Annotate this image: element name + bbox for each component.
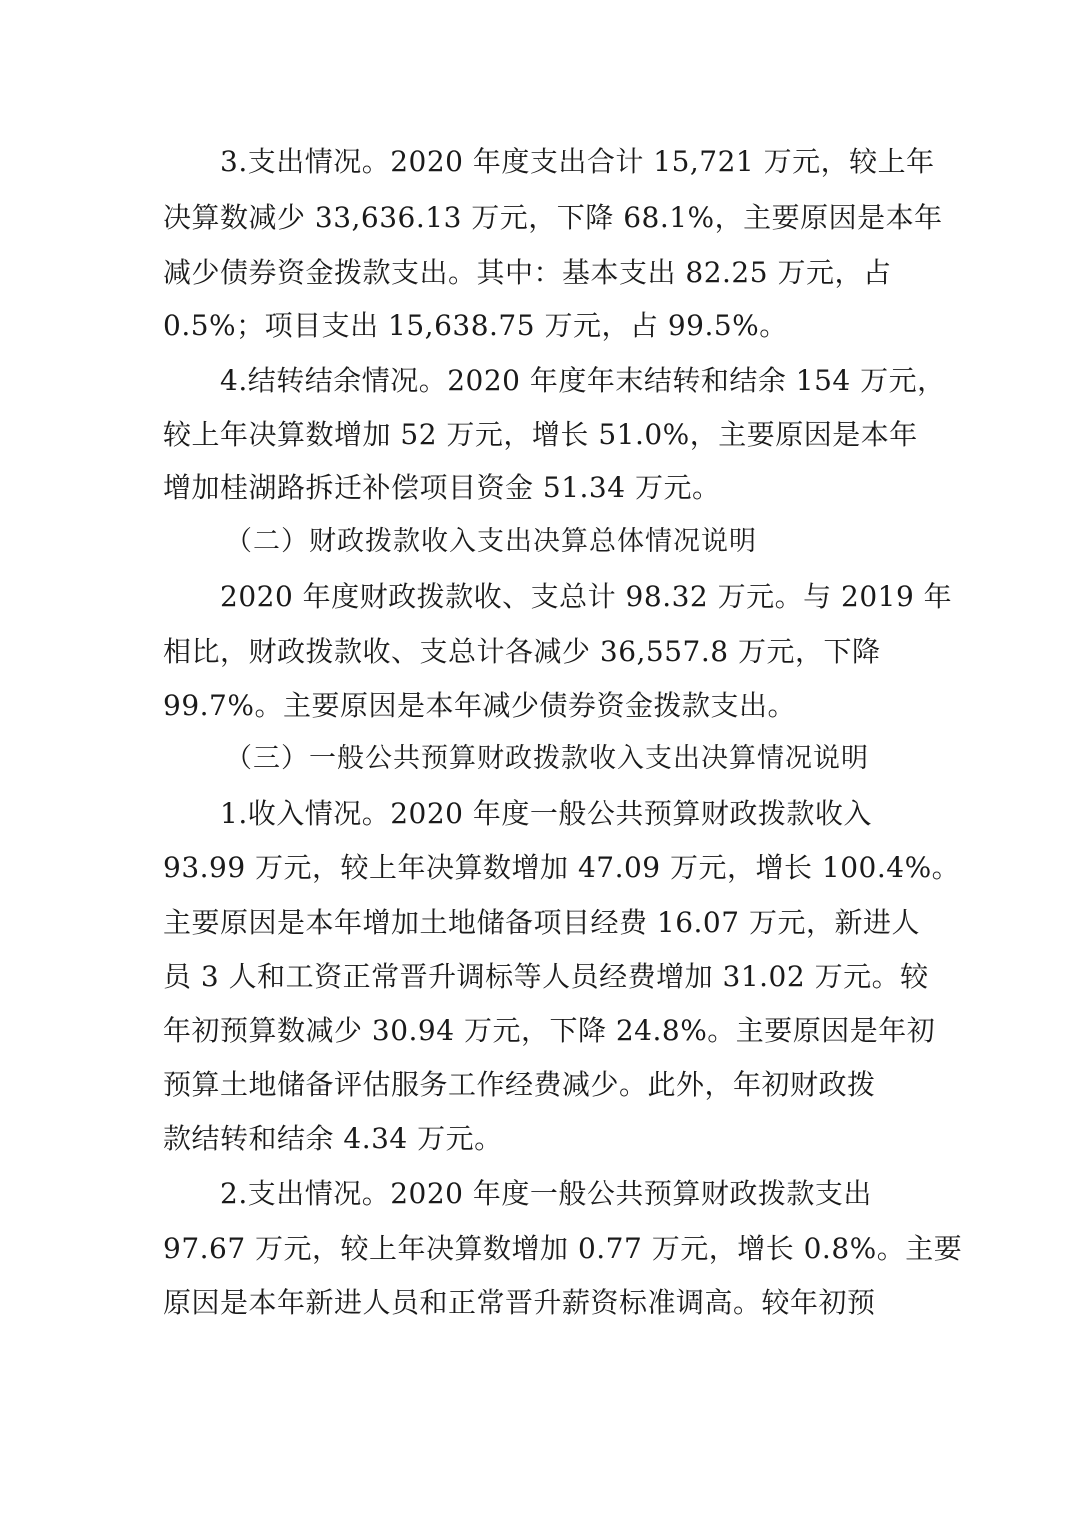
paragraph-line: 2020 年度财政拨款收、支总计 98.32 万元。与 2019 年 [220, 580, 953, 613]
paragraph-line: 93.99 万元，较上年决算数增加 47.09 万元，增长 100.4%。 [163, 851, 961, 884]
paragraph-line: 相比，财政拨款收、支总计各减少 36,557.8 万元，下降 [163, 635, 881, 668]
paragraph-line: 2.支出情况。2020 年度一般公共预算财政拨款支出 [220, 1177, 872, 1210]
paragraph-line: 97.67 万元，较上年决算数增加 0.77 万元，增长 0.8%。主要 [163, 1232, 963, 1265]
paragraph-line: 1.收入情况。2020 年度一般公共预算财政拨款收入 [220, 797, 872, 830]
paragraph-line: 主要原因是本年增加土地储备项目经费 16.07 万元，新进人 [163, 906, 920, 939]
paragraph-line: 较上年决算数增加 52 万元，增长 51.0%，主要原因是本年 [163, 418, 918, 451]
paragraph-line: 增加桂湖路拆迁补偿项目资金 51.34 万元。 [163, 471, 721, 504]
paragraph-line: 款结转和结余 4.34 万元。 [163, 1122, 503, 1155]
paragraph-line: 3.支出情况。2020 年度支出合计 15,721 万元，较上年 [220, 145, 935, 178]
section-heading: （二）财政拨款收入支出决算总体情况说明 [225, 526, 757, 557]
paragraph-line: 年初预算数减少 30.94 万元，下降 24.8%。主要原因是年初 [163, 1014, 936, 1047]
paragraph-line: 预算土地储备评估服务工作经费减少。此外，年初财政拨 [163, 1068, 876, 1101]
paragraph-line: 0.5%；项目支出 15,638.75 万元，占 99.5%。 [163, 309, 788, 342]
paragraph-line: 原因是本年新进人员和正常晋升薪资标准调高。较年初预 [163, 1286, 876, 1319]
paragraph-line: 99.7%。主要原因是本年减少债券资金拨款支出。 [163, 689, 796, 722]
section-heading: （三）一般公共预算财政拨款收入支出决算情况说明 [225, 743, 869, 774]
paragraph-line: 决算数减少 33,636.13 万元，下降 68.1%，主要原因是本年 [163, 201, 943, 234]
paragraph-line: 员 3 人和工资正常晋升调标等人员经费增加 31.02 万元。较 [163, 960, 929, 993]
paragraph-line: 减少债券资金拨款支出。其中：基本支出 82.25 万元，占 [163, 256, 892, 289]
paragraph-line: 4.结转结余情况。2020 年度年末结转和结余 154 万元， [220, 364, 946, 397]
